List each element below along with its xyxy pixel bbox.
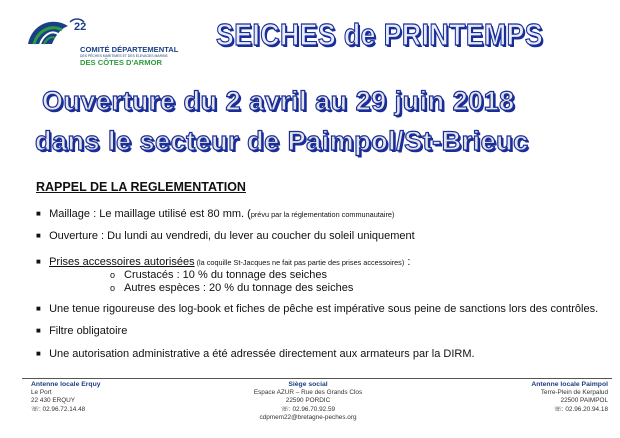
logo-text	[80, 46, 180, 67]
footer-erquy-line1: Le Port	[31, 389, 52, 397]
subrule-crustaces	[110, 269, 327, 281]
footer-siege-line2: 22590 PORDIC	[285, 397, 331, 405]
rule-autorisation-text: Une autorisation administrative a été adressée directement aux armateurs par la DIRM.	[49, 348, 475, 360]
logo-line-2: DES PÊCHES MARITIMES ET DES ÉLEVAGES MARINS	[80, 53, 168, 58]
rule-maillage-note: prévu par la réglementation communautaire)	[250, 210, 395, 219]
circle-bullet-icon: o	[110, 270, 116, 280]
footer-divider	[22, 378, 612, 379]
rule-prises-label: Prises accessoires autorisées	[49, 256, 195, 268]
footer-paimpol-phone: ☏: 02.96.20.94.18	[553, 405, 608, 413]
circle-bullet-icon: o	[110, 283, 116, 293]
logo-badge: 22	[74, 21, 87, 33]
footer-siege-email[interactable]: cdpmem22@bretagne-peches.org	[259, 413, 357, 421]
page-title: SEICHES de PRINTEMPS	[216, 17, 544, 52]
rule-filtre-text: Filtre obligatoire	[49, 325, 128, 337]
rule-autorisation	[36, 348, 475, 360]
rule-prises-end: :	[404, 256, 411, 268]
footer-erquy-title: Antenne locale Erquy	[31, 381, 101, 388]
rule-prises	[36, 256, 410, 268]
footer-siege	[233, 381, 383, 422]
logo-line-3: DES CÔTES D'ARMOR	[80, 58, 162, 67]
rule-prises-note: (la coquille St-Jacques ne fait pas partie des prises accessoires)	[194, 258, 405, 267]
rule-filtre	[36, 325, 127, 337]
footer-siege-title: Siège social	[288, 381, 328, 388]
footer-paimpol-title: Antenne locale Paimpol	[531, 381, 608, 388]
rule-maillage	[36, 208, 394, 220]
logo-line-1: COMITÉ DÉPARTEMENTAL	[80, 45, 179, 54]
footer-paimpol	[470, 381, 608, 414]
rule-logbook	[36, 303, 598, 315]
footer-paimpol-line1: Terre-Plein de Kerpalud	[540, 389, 608, 397]
subrule-autres	[110, 282, 353, 294]
subrule-autres-text: Autres espèces : 20 % du tonnage des seiches	[124, 282, 354, 294]
footer-siege-line1: Espace AZUR – Rue des Grands Clos	[253, 389, 363, 397]
subtitle-sector: dans le secteur de Paimpol/St-Brieuc	[35, 126, 529, 156]
rule-logbook-text: Une tenue rigoureuse des log-book et fiches de pêche est impérative sous peine de sanctions lors des contrôles.	[49, 303, 599, 315]
subrule-crustaces-text: Crustacés : 10 % du tonnage des seiches	[124, 269, 328, 281]
bullet-icon: ■	[36, 257, 41, 266]
rule-ouverture	[36, 230, 415, 242]
footer-erquy-line2: 22 430 ERQUY	[31, 397, 76, 405]
bullet-icon: ■	[36, 209, 41, 218]
section-heading: RAPPEL DE LA REGLEMENTATION	[36, 180, 246, 194]
bullet-icon: ■	[36, 304, 41, 313]
bullet-icon: ■	[36, 326, 41, 335]
footer-siege-phone: ☏: 02.96.70.92.59	[280, 405, 336, 413]
footer-erquy	[31, 381, 101, 414]
footer-erquy-phone: ☏: 02.96.72.14.48	[31, 405, 86, 413]
footer-paimpol-line2: 22500 PAIMPOL	[560, 397, 608, 405]
bullet-icon: ■	[36, 231, 41, 240]
rule-ouverture-text: Ouverture : Du lundi au vendredi, du lever au coucher du soleil uniquement	[49, 230, 415, 242]
bullet-icon: ■	[36, 349, 41, 358]
rule-maillage-text: Maillage : Le maillage utilisé est 80 mm. (	[49, 208, 251, 220]
committee-logo	[22, 14, 179, 72]
subtitle-dates: Ouverture du 2 avril au 29 juin 2018	[42, 86, 515, 116]
